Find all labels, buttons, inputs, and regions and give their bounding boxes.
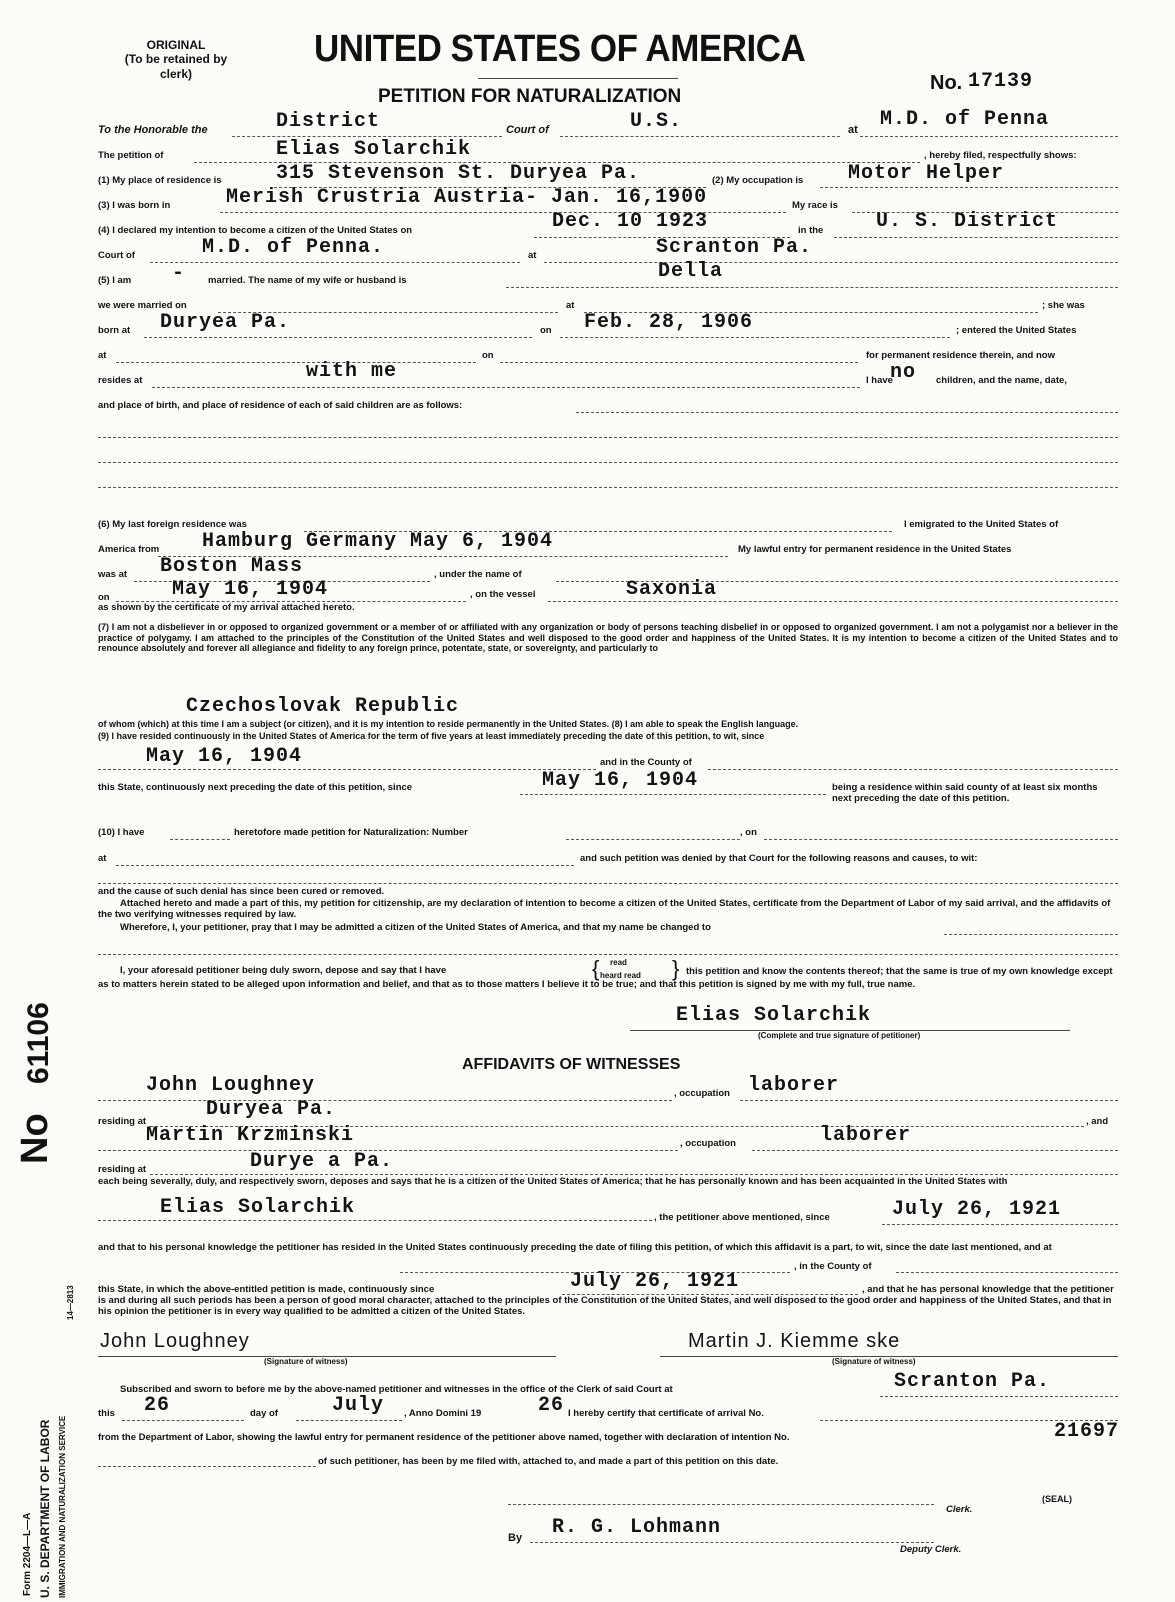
vessel-label: , on the vessel <box>470 589 536 600</box>
subscribed-place: Scranton Pa. <box>894 1370 1051 1393</box>
birth-info: Merish Crustria Austria- Jan. 16,1900 <box>226 186 708 209</box>
subscribed-text: Subscribed and sworn to before me by the above-named petitioner and witnesses in the office of the Clerk of said Court at <box>120 1384 673 1395</box>
cured-text: and the cause of such denial has since been cured or removed. <box>98 886 385 897</box>
permanent-label: for permanent residence therein, and now <box>866 350 1055 361</box>
prior-on-label: , on <box>740 827 757 838</box>
witness-1-residing-label: residing at <box>98 1116 147 1127</box>
resides-label: resides at <box>98 375 143 386</box>
spouse-resides: with me <box>306 360 398 383</box>
certify-text: I hereby certify that certificate of arrival No. <box>568 1408 764 1419</box>
witness-sworn-text: each being severally, duly, and respectively sworn, deposes and says that he is a citizen of the United States of America; that he has personally known and has been acquainted in the United States with <box>98 1176 1008 1187</box>
continuously-since: July 26, 1921 <box>570 1270 740 1293</box>
witness-1-occ-label: , occupation <box>674 1088 730 1099</box>
county-label: and in the County of <box>600 757 692 768</box>
state-text: this State, continuously next preceding the date of this petition, since <box>98 782 413 793</box>
residence-suffix: being a residence within said county of at least six months next preceding the date of this petition. <box>832 782 1098 805</box>
this-label: this <box>98 1408 115 1419</box>
resided-since: May 16, 1904 <box>146 745 303 768</box>
oath-text-2: this petition and know the contents thereof; that the same is true of my own knowledge except as to matters herein stated to be alleged upon information and belief, and that as to those matters I believe it to be true; and that this petition is signed by me with my full, true name. <box>98 966 1113 990</box>
form-number: Form 2204—L—A <box>22 1512 33 1596</box>
department-label: U. S. DEPARTMENT OF LABOR <box>38 1419 52 1598</box>
in-the-label: in the <box>798 225 824 236</box>
spouse-name: Della <box>658 260 724 283</box>
attached-text: Attached hereto and made a part of this, my petition for citizenship, are my declaration of intention to become a citizen of the United States, certificate from the Department of Labor of my said arrival, and the affidavits of the two verifying witnesses required by law. <box>98 898 1111 921</box>
moral-character-text: , and that he has personal knowledge that the petitioner is and during all such periods has been a person of good moral character, attached to the principles of the Constitution of the United States, and well disposed to the good order and happiness of the United States, and that in his opinion the petitioner is in every way qualified to be admitted a citizen of the United States. <box>98 1284 1114 1317</box>
deputy-clerk-name: R. G. Lohmann <box>552 1516 722 1539</box>
petition-filed-suffix: , hereby filed, respectfully shows: <box>924 150 1077 161</box>
declaration-date: Dec. 10 1923 <box>552 210 709 233</box>
occupation: Motor Helper <box>848 162 1005 185</box>
court-name: District <box>276 110 381 133</box>
petitioner-name: Elias Solarchik <box>276 138 472 161</box>
witness-2-residing-label: residing at <box>98 1164 147 1175</box>
witness-2-signature: Martin J. Kiemme ske <box>688 1330 901 1352</box>
children-count: no <box>890 361 917 384</box>
subscribed-day: 26 <box>144 1394 171 1417</box>
entered-at-label: at <box>98 350 107 361</box>
race-label: My race is <box>792 200 838 211</box>
vessel-name: Saxonia <box>626 578 718 601</box>
subject-text: of whom (which) at this time I am a subject (or citizen), and it is my intention to reside permanently in the United States. (8) I am able to speak the English language. <box>98 719 799 729</box>
i-have-label: I have <box>866 375 893 386</box>
witness-1-name: John Loughney <box>146 1074 316 1097</box>
anno-domini-label: , Anno Domini 19 <box>404 1408 482 1419</box>
known-since: July 26, 1921 <box>892 1198 1062 1221</box>
declaration-court-of: M.D. of Penna. <box>202 236 385 259</box>
declaration-at: Scranton Pa. <box>656 236 813 259</box>
seal-label: (SEAL) <box>1042 1494 1072 1504</box>
department-text: from the Department of Labor, showing the lawful entry for permanent residence of the petitioner above named, together with declaration of intention No. <box>98 1432 790 1443</box>
entered-label: ; entered the United States <box>956 325 1077 336</box>
spouse-born-on: Feb. 28, 1906 <box>584 311 754 334</box>
prior-at-label: at <box>98 853 107 864</box>
prior-petition-label: (10) I have <box>98 827 145 838</box>
petitioner-signature-caption: (Complete and true signature of petitioner) <box>758 1031 921 1040</box>
brace-close: } <box>672 956 680 981</box>
petition-number: 17139 <box>968 70 1034 93</box>
county-since: May 16, 1904 <box>542 769 699 792</box>
residence-label: (1) My place of residence is <box>98 175 222 186</box>
lawful-entry-label: My lawful entry for permanent residence in the United States <box>738 544 1012 555</box>
arrival-on-label: on <box>98 592 110 603</box>
county-of-label: , in the County of <box>794 1261 872 1272</box>
stamp-no-label: No <box>14 1113 56 1164</box>
was-at-label: was at <box>98 569 128 580</box>
witness-1-residence: Duryea Pa. <box>206 1098 337 1121</box>
witness-2-signature-caption: (Signature of witness) <box>832 1357 916 1366</box>
court-at-label: at <box>848 124 858 136</box>
declaration-court: U. S. District <box>876 210 1059 233</box>
married-text: married. The name of my wife or husband is <box>208 275 407 286</box>
married-at-label: at <box>566 300 575 311</box>
day-of-label: day of <box>250 1408 278 1419</box>
original-note: ORIGINAL (To be retained by clerk) <box>124 38 228 81</box>
declaration-at-label: at <box>528 250 537 261</box>
born-on-label: on <box>540 325 552 336</box>
service-label: IMMIGRATION AND NATURALIZATION SERVICE <box>58 1415 67 1598</box>
children-suffix: children, and the name, date, <box>936 375 1067 386</box>
witness-1-signature-caption: (Signature of witness) <box>264 1357 348 1366</box>
court-to-label: To the Honorable the <box>98 124 208 136</box>
court-at: M.D. of Penna <box>880 108 1050 131</box>
knowledge-text: and that to his personal knowledge the petitioner has resided in the United States continuously preceding the date of filing this petition, of which this affidavit is a part, to wit, since the date last mentioned, and at <box>98 1242 1052 1253</box>
read-option: read <box>610 958 627 967</box>
entered-on-label: on <box>482 350 494 361</box>
prior-petition-text: heretofore made petition for Naturalization: Number <box>234 827 468 838</box>
i-am-label: (5) I am <box>98 275 132 286</box>
arrival-shown-by: as shown by the certificate of my arrival attached hereto. <box>98 602 355 613</box>
form-code: 14—2813 <box>66 1285 75 1320</box>
children-line: and place of birth, and place of residence of each of said children are as follows: <box>98 400 463 411</box>
brace-open: { <box>592 956 600 981</box>
witness-2-name: Martin Krzminski <box>146 1124 355 1147</box>
witness-1-occupation: laborer <box>748 1074 840 1097</box>
witness-2-occupation: laborer <box>820 1124 912 1147</box>
born-at-label: born at <box>98 325 131 336</box>
oath-text-1: I, your aforesaid petitioner being duly sworn, depose and say that I have <box>120 965 447 976</box>
allegiance-text: (7) I am not a disbeliever in or opposed to organized government or a member of or affiliated with any organization or body of persons teaching disbelief in or opposed to organized government. I am not a polygamist nor a believer in the practice of polygamy. I am attached to the principles of the Constitution of the United States and well disposed to the good order and happiness of the United States. It is my intention to become a citizen of the United States and to renounce absolutely and forever all allegiance and fidelity to any foreign prince, potentate, state, or sovereignty, and particularly to <box>98 622 1118 653</box>
witness-and-label: , and <box>1086 1116 1109 1127</box>
by-label: By <box>508 1532 523 1544</box>
america-from-label: America from <box>98 544 160 555</box>
petitioner-signature: Elias Solarchik <box>676 1004 872 1027</box>
arrival-date: May 16, 1904 <box>172 578 329 601</box>
residence: 315 Stevenson St. Duryea Pa. <box>276 162 641 185</box>
filed-text: of such petitioner, has been by me filed with, attached to, and made a part of this petition on this date. <box>318 1456 779 1467</box>
mentioned-since-label: , the petitioner above mentioned, since <box>654 1212 830 1223</box>
married-mark: - <box>172 262 186 285</box>
born-label: (3) I was born in <box>98 200 171 211</box>
witnesses-heading: AFFIDAVITS OF WITNESSES <box>462 1056 681 1073</box>
witness-1-signature: John Loughney <box>100 1330 250 1352</box>
witness-2-residence: Durye a Pa. <box>250 1150 394 1173</box>
declared-label: (4) I declared my intention to become a citizen of the United States on <box>98 225 413 236</box>
court-of-label-2: Court of <box>98 250 135 261</box>
were-married-label: we were married on <box>98 300 187 311</box>
subscribed-month: July <box>332 1394 385 1417</box>
occupation-label: (2) My occupation is <box>712 175 804 186</box>
declaration-number: 21697 <box>1054 1420 1120 1443</box>
under-name-label: , under the name of <box>434 569 522 580</box>
witness-state-text: this State, in which the above-entitled petition is made, continuously since <box>98 1284 435 1295</box>
wherefore-text: Wherefore, I, your petitioner, pray that I may be admitted a citizen of the United States of America, and that my name be changed to <box>120 922 711 933</box>
court-of: U.S. <box>630 110 683 133</box>
emigrated-label: I emigrated to the United States of <box>904 519 1059 530</box>
clerk-label: Clerk. <box>946 1504 973 1515</box>
petition-number-label: No. <box>930 72 963 94</box>
entry-port: Boston Mass <box>160 555 304 578</box>
petition-of-label: The petition of <box>98 150 164 161</box>
denied-text: and such petition was denied by that Court for the following reasons and causes, to wit: <box>580 853 978 864</box>
court-of-label: Court of <box>506 124 549 136</box>
emigrated-from: Hamburg Germany May 6, 1904 <box>202 530 554 553</box>
residence-text: (9) I have resided continuously in the United States of America for the term of five years at least immediately preceding the date of this petition, to wit, since <box>98 731 765 741</box>
witness-petitioner-name: Elias Solarchik <box>160 1196 356 1219</box>
stamp-number: 61106 <box>22 1002 55 1084</box>
spouse-born-at: Duryea Pa. <box>160 311 291 334</box>
document-subtitle: PETITION FOR NATURALIZATION <box>378 86 682 107</box>
deputy-clerk-label: Deputy Clerk. <box>900 1544 962 1555</box>
witness-2-occ-label: , occupation <box>680 1138 736 1149</box>
document-title: UNITED STATES OF AMERICA <box>314 28 806 70</box>
he-was-label: ; she was <box>1042 300 1085 311</box>
subscribed-year: 26 <box>538 1394 565 1417</box>
foreign-residence-label: (6) My last foreign residence was <box>98 519 247 530</box>
sovereign-name: Czechoslovak Republic <box>186 695 460 718</box>
heard-read-option: heard read <box>600 971 641 980</box>
